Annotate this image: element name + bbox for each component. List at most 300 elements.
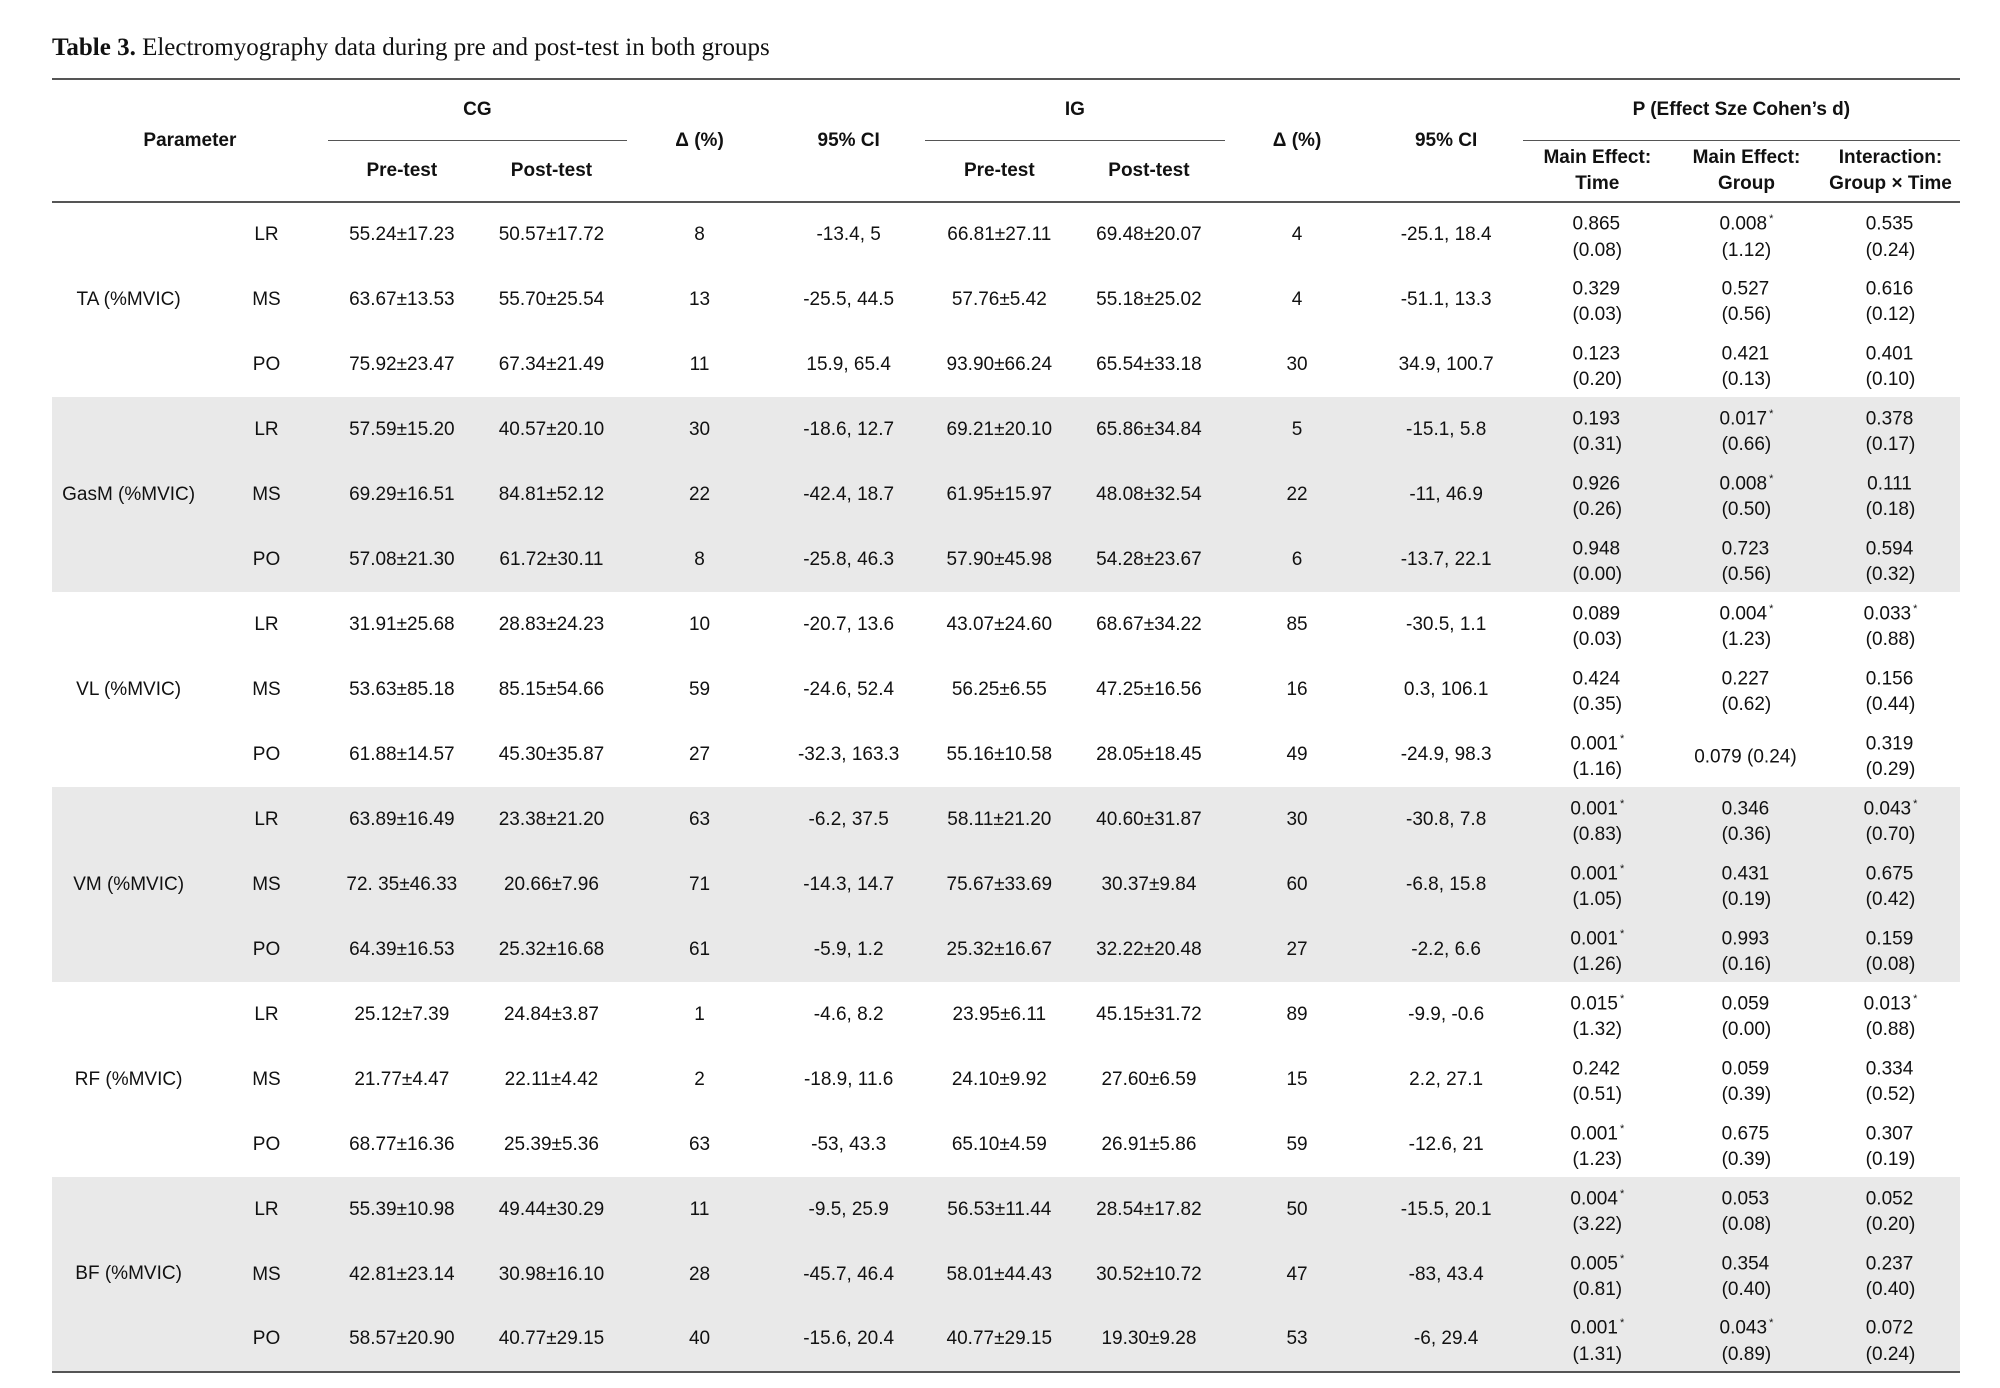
p-value-number: 0.329 — [1572, 278, 1621, 300]
p-group-cell — [1672, 1307, 1821, 1372]
p-time-cell — [1523, 332, 1672, 397]
p-value — [1525, 661, 1670, 692]
cg-delta-cell: 22 — [627, 462, 772, 527]
p-value — [1674, 739, 1819, 770]
p-value-number: 0.156 — [1865, 668, 1914, 690]
effect-size: (0.26) — [1572, 499, 1623, 521]
p-value-number: 0.378 — [1865, 408, 1914, 430]
cg-delta-cell: 28 — [627, 1242, 772, 1307]
p-value-number: 0.431 — [1721, 863, 1770, 885]
cg-delta-cell: 8 — [694, 224, 705, 245]
table-row — [52, 917, 1960, 982]
p-value — [1674, 401, 1819, 432]
table-row — [52, 982, 1960, 1047]
p-interaction-cell — [1821, 267, 1960, 332]
ig-delta-cell: 47 — [1225, 1242, 1370, 1307]
cg-ci-cell: -14.3, 14.7 — [772, 852, 925, 917]
effect-size: (0.10) — [1865, 369, 1916, 391]
ig-pre-cell: 40.77±29.15 — [925, 1307, 1073, 1372]
cg-post-cell: 28.83±24.23 — [498, 613, 605, 635]
effect-size: (0.88) — [1865, 1019, 1916, 1041]
cg-delta-cell: 71 — [627, 852, 772, 917]
header-cg-ci: 95% CI — [817, 129, 880, 151]
p-time-cell — [1523, 1047, 1672, 1112]
ig-post-cell: 68.67±34.22 — [1096, 613, 1202, 635]
effect-size: (0.08) — [1865, 954, 1916, 976]
effect-size: (0.52) — [1865, 1084, 1916, 1106]
ig-delta-cell: 27 — [1225, 917, 1370, 982]
emg-data-table — [52, 78, 1960, 1373]
cg-ci-cell: -32.3, 163.3 — [797, 743, 900, 765]
ig-delta-cell: 6 — [1225, 527, 1370, 592]
effect-size: (0.08) — [1721, 1214, 1772, 1236]
header-ig-post: Post-test — [1108, 160, 1190, 181]
p-value-number: 0.527 — [1721, 278, 1770, 300]
header-ig-pre: Pre-test — [963, 160, 1035, 181]
cg-pre-cell: 72. 35±46.33 — [328, 852, 476, 917]
table-row — [52, 462, 1960, 527]
header-main-effect-time-line2: Time — [1575, 173, 1620, 194]
cg-delta-cell: 59 — [688, 678, 711, 700]
ig-post-cell: 54.28±23.67 — [1073, 527, 1224, 592]
table-caption-text: Electromyography data during pre and post-test in both groups — [135, 34, 770, 61]
table-row — [52, 1047, 1960, 1112]
effect-size: (0.03) — [1572, 629, 1623, 651]
effect-size: (1.26) — [1572, 954, 1623, 976]
p-interaction-cell — [1821, 1047, 1960, 1112]
p-group-cell — [1672, 787, 1821, 852]
cg-post-cell: 25.32±16.68 — [476, 917, 627, 982]
p-value — [1525, 921, 1670, 952]
cg-pre-cell: 63.89±16.49 — [328, 787, 476, 852]
effect-size: (0.17) — [1865, 434, 1916, 456]
significance-marker: * — [1619, 1122, 1625, 1135]
p-interaction-cell — [1821, 787, 1960, 852]
p-value-number: 0.008 — [1719, 213, 1768, 235]
p-value — [1674, 1310, 1819, 1341]
p-time-cell — [1523, 1242, 1672, 1307]
p-value — [1674, 531, 1819, 562]
parameter-name: RF (%MVIC) — [74, 1068, 183, 1090]
p-value — [1525, 336, 1670, 367]
header-cg-pre: Pre-test — [366, 160, 438, 181]
ig-delta-cell: 59 — [1286, 1133, 1308, 1155]
ig-ci-cell: 0.3, 106.1 — [1403, 678, 1489, 700]
header-interaction — [1821, 141, 1960, 203]
p-interaction-cell — [1821, 592, 1960, 657]
p-time-cell — [1523, 917, 1672, 982]
effect-size: (0.88) — [1865, 629, 1916, 651]
table-caption-label: Table 3. — [52, 34, 136, 61]
effect-size: (0.39) — [1721, 1149, 1772, 1171]
p-group-cell — [1672, 1177, 1821, 1242]
p-value — [1674, 1246, 1819, 1277]
p-value — [1674, 986, 1819, 1017]
ig-post-cell: 28.54±17.82 — [1073, 1177, 1224, 1242]
header-cg-post: Post-test — [510, 160, 593, 181]
p-time-cell — [1523, 852, 1672, 917]
p-value-number: 0.594 — [1865, 538, 1914, 560]
effect-size: (0.56) — [1721, 564, 1772, 586]
p-group-cell — [1672, 462, 1821, 527]
p-value-number: 0.001 — [1570, 1317, 1618, 1339]
phase-cell: LR — [205, 1177, 328, 1242]
ig-pre-cell: 66.81±27.11 — [947, 224, 1052, 245]
p-value — [1525, 271, 1670, 302]
p-value-number: 0.424 — [1572, 668, 1621, 690]
ig-post-cell: 27.60±6.59 — [1101, 1068, 1197, 1090]
ig-delta-cell: 50 — [1225, 1177, 1370, 1242]
p-value — [1823, 1181, 1958, 1212]
header-cg-delta: Δ (%) — [675, 129, 724, 151]
p-value — [1525, 1181, 1670, 1212]
p-interaction-cell — [1821, 332, 1960, 397]
p-group-cell — [1672, 722, 1821, 787]
p-value-number: 0.079 (0.24) — [1694, 746, 1797, 768]
effect-size: (0.19) — [1865, 1149, 1916, 1171]
p-value — [1525, 466, 1670, 497]
ig-delta-cell: 53 — [1225, 1307, 1370, 1372]
cg-delta-cell: 11 — [689, 353, 710, 375]
phase-cell: PO — [252, 743, 281, 765]
ig-pre-cell: 69.21±20.10 — [925, 397, 1073, 462]
phase-cell: PO — [205, 527, 328, 592]
ig-delta-cell: 4 — [1291, 288, 1303, 310]
p-value-number: 0.001 — [1570, 928, 1618, 950]
table-row — [52, 1177, 1960, 1242]
cg-pre-cell: 53.63±85.18 — [349, 678, 455, 700]
effect-size: (0.66) — [1721, 434, 1772, 456]
p-interaction-cell — [1821, 917, 1960, 982]
effect-size: (0.35) — [1572, 694, 1623, 716]
ig-pre-cell: 65.10±4.59 — [951, 1133, 1047, 1155]
cg-pre-cell: 31.91±25.68 — [349, 613, 455, 635]
ig-ci-cell: -6, 29.4 — [1370, 1307, 1523, 1372]
ig-ci-cell: -13.7, 22.1 — [1370, 527, 1523, 592]
phase-cell: LR — [205, 397, 328, 462]
effect-size: (0.31) — [1572, 434, 1623, 456]
cg-post-cell: 25.39±5.36 — [503, 1133, 599, 1155]
p-value — [1674, 206, 1819, 237]
effect-size: (0.81) — [1572, 1279, 1623, 1301]
effect-size: (1.32) — [1572, 1019, 1623, 1041]
effect-size: (0.08) — [1572, 239, 1623, 261]
ig-post-cell: 28.05±18.45 — [1096, 743, 1202, 765]
effect-size: (0.83) — [1572, 824, 1623, 846]
effect-size: (0.00) — [1721, 1019, 1772, 1041]
p-value-number: 0.319 — [1865, 733, 1914, 755]
p-interaction-cell — [1821, 397, 1960, 462]
p-value-number: 0.401 — [1865, 343, 1914, 365]
p-value-number: 0.004 — [1570, 1188, 1618, 1210]
ig-delta-cell: 49 — [1286, 743, 1308, 765]
parameter-name: TA (%MVIC) — [76, 289, 181, 310]
effect-size: (0.20) — [1865, 1214, 1916, 1236]
ig-ci-cell: -12.6, 21 — [1408, 1133, 1484, 1155]
table-body — [52, 202, 1960, 1372]
p-value — [1823, 986, 1958, 1017]
ig-pre-cell: 25.32±16.67 — [925, 917, 1073, 982]
phase-cell: MS — [252, 1068, 281, 1090]
ig-delta-cell: 30 — [1225, 787, 1370, 852]
header-interaction-line1: Interaction: — [1838, 147, 1943, 168]
cg-delta-cell: 1 — [694, 1003, 705, 1025]
p-group-cell — [1672, 527, 1821, 592]
cg-ci-cell: -25.8, 46.3 — [772, 527, 925, 592]
ig-ci-cell: -25.1, 18.4 — [1400, 224, 1492, 245]
p-value-number: 0.052 — [1865, 1188, 1914, 1210]
effect-size: (0.40) — [1721, 1279, 1772, 1301]
p-value — [1674, 466, 1819, 497]
cg-ci-cell: -6.2, 37.5 — [772, 787, 925, 852]
cg-pre-cell: 55.24±17.23 — [349, 224, 455, 245]
ig-ci-cell: -83, 43.4 — [1370, 1242, 1523, 1307]
ig-post-cell: 45.15±31.72 — [1096, 1003, 1202, 1025]
ig-ci-cell: -6.8, 15.8 — [1370, 852, 1523, 917]
p-group-cell — [1672, 917, 1821, 982]
ig-delta-cell: 22 — [1225, 462, 1370, 527]
ig-delta-cell: 4 — [1291, 224, 1303, 245]
table-header — [52, 79, 1960, 202]
cg-ci-cell: -45.7, 46.4 — [772, 1242, 925, 1307]
p-value — [1823, 726, 1958, 757]
ig-pre-cell: 61.95±15.97 — [925, 462, 1073, 527]
ig-post-cell: 30.37±9.84 — [1073, 852, 1224, 917]
table-row — [52, 592, 1960, 657]
significance-marker: * — [1619, 992, 1625, 1005]
significance-marker: * — [1913, 992, 1918, 1005]
p-value-number: 0.993 — [1721, 928, 1770, 950]
ig-pre-cell: 57.90±45.98 — [925, 527, 1073, 592]
p-group-cell — [1672, 852, 1821, 917]
cg-pre-cell: 58.57±20.90 — [328, 1307, 476, 1372]
effect-size: (0.29) — [1865, 759, 1916, 781]
cg-post-cell: 24.84±3.87 — [503, 1003, 599, 1025]
effect-size: (0.56) — [1721, 304, 1772, 326]
p-value-number: 0.421 — [1721, 343, 1770, 365]
p-value-number: 0.013 — [1863, 993, 1912, 1015]
p-value — [1525, 856, 1670, 887]
p-value-number: 0.001 — [1570, 798, 1618, 820]
cg-pre-cell: 64.39±16.53 — [328, 917, 476, 982]
ig-post-cell: 40.60±31.87 — [1073, 787, 1224, 852]
p-group-cell — [1672, 397, 1821, 462]
p-interaction-cell — [1821, 202, 1960, 267]
p-value-number: 0.053 — [1721, 1188, 1770, 1210]
p-value-number: 0.616 — [1865, 278, 1914, 300]
effect-size: (0.12) — [1865, 304, 1916, 326]
significance-marker: * — [1913, 797, 1918, 810]
ig-delta-cell: 16 — [1286, 678, 1308, 700]
cg-post-cell: 40.77±29.15 — [476, 1307, 627, 1372]
p-value — [1525, 791, 1670, 822]
effect-size: (0.00) — [1572, 564, 1623, 586]
p-group-cell — [1672, 1242, 1821, 1307]
cg-delta-cell: 10 — [688, 613, 711, 635]
p-value-number: 0.346 — [1721, 798, 1770, 820]
cg-ci-cell: -13.4, 5 — [816, 224, 881, 245]
significance-marker: * — [1769, 407, 1774, 420]
table-row — [52, 1307, 1960, 1372]
p-value-number: 0.089 — [1572, 603, 1621, 625]
effect-size: (0.40) — [1865, 1279, 1916, 1301]
effect-size: (0.20) — [1572, 369, 1623, 391]
p-group-cell — [1672, 267, 1821, 332]
p-time-cell — [1523, 1112, 1672, 1177]
ig-ci-cell: -2.2, 6.6 — [1370, 917, 1523, 982]
table-row — [52, 657, 1960, 722]
cg-post-cell: 22.11±4.42 — [504, 1068, 599, 1090]
effect-size: (0.70) — [1865, 824, 1916, 846]
p-value — [1674, 1051, 1819, 1082]
p-value-number: 0.072 — [1865, 1317, 1914, 1339]
cg-post-cell: 50.57±17.72 — [498, 224, 605, 245]
header-parameter: Parameter — [143, 129, 237, 151]
p-time-cell — [1523, 267, 1672, 332]
ig-post-cell: 32.22±20.48 — [1073, 917, 1224, 982]
p-time-cell — [1523, 1307, 1672, 1372]
p-time-cell — [1523, 1177, 1672, 1242]
ig-pre-cell: 55.16±10.58 — [946, 743, 1053, 765]
cg-ci-cell: -25.5, 44.5 — [803, 288, 895, 310]
p-value — [1823, 271, 1958, 302]
cg-ci-cell: -15.6, 20.4 — [772, 1307, 925, 1372]
effect-size: (0.24) — [1865, 239, 1916, 261]
ig-post-cell: 65.54±33.18 — [1096, 353, 1202, 375]
cg-post-cell: 84.81±52.12 — [476, 462, 627, 527]
significance-marker: * — [1913, 602, 1918, 615]
effect-size: (0.44) — [1865, 694, 1916, 716]
p-group-cell — [1672, 657, 1821, 722]
effect-size: (1.23) — [1721, 629, 1772, 651]
p-value — [1525, 1246, 1670, 1277]
ig-ci-cell: -15.1, 5.8 — [1370, 397, 1523, 462]
significance-marker: * — [1619, 1187, 1625, 1200]
phase-cell: LR — [205, 787, 328, 852]
p-interaction-cell — [1821, 1177, 1960, 1242]
cg-delta-cell: 27 — [688, 743, 711, 765]
p-interaction-cell — [1821, 1307, 1960, 1372]
p-value — [1823, 206, 1958, 237]
p-value — [1674, 661, 1819, 692]
table-row — [52, 852, 1960, 917]
p-value-number: 0.001 — [1570, 863, 1618, 885]
ig-pre-cell: 23.95±6.11 — [952, 1003, 1047, 1025]
effect-size: (0.51) — [1572, 1084, 1623, 1106]
header-main-effect-group-line1: Main Effect: — [1692, 147, 1801, 168]
effect-size: (1.31) — [1572, 1343, 1623, 1365]
table-row — [52, 202, 1960, 267]
p-time-cell — [1523, 462, 1672, 527]
effect-size: (0.13) — [1721, 369, 1772, 391]
cg-pre-cell: 75.92±23.47 — [349, 353, 455, 375]
ig-delta-cell: 30 — [1286, 353, 1308, 375]
p-value-number: 0.159 — [1865, 928, 1914, 950]
significance-marker: * — [1619, 1317, 1625, 1330]
p-value — [1525, 726, 1670, 757]
cg-ci-cell: -24.6, 52.4 — [803, 678, 895, 700]
header-interaction-line2: Group × Time — [1829, 173, 1952, 194]
effect-size: (1.05) — [1572, 889, 1623, 911]
significance-marker: * — [1769, 213, 1774, 226]
p-value-number: 0.111 — [1867, 473, 1912, 495]
cg-ci-cell: -9.5, 25.9 — [772, 1177, 925, 1242]
phase-cell: PO — [205, 917, 328, 982]
p-interaction-cell — [1821, 1242, 1960, 1307]
significance-marker: * — [1769, 602, 1774, 615]
p-value-number: 0.059 — [1721, 993, 1770, 1015]
p-value — [1525, 986, 1670, 1017]
significance-marker: * — [1619, 797, 1625, 810]
p-value — [1525, 531, 1670, 562]
table-row — [52, 397, 1960, 462]
p-value — [1674, 791, 1819, 822]
ig-delta-cell: 85 — [1286, 613, 1308, 635]
significance-marker: * — [1619, 927, 1625, 940]
table-row — [52, 1242, 1960, 1307]
p-value-number: 0.307 — [1865, 1123, 1914, 1145]
cg-pre-cell: 69.29±16.51 — [328, 462, 476, 527]
significance-marker: * — [1769, 1317, 1774, 1330]
p-interaction-cell — [1821, 657, 1960, 722]
p-interaction-cell — [1821, 722, 1960, 787]
p-value-number: 0.723 — [1721, 538, 1770, 560]
effect-size: (0.50) — [1721, 499, 1772, 521]
effect-size: (0.42) — [1865, 889, 1916, 911]
cg-delta-cell: 30 — [627, 397, 772, 462]
cg-post-cell: 85.15±54.66 — [498, 678, 605, 700]
cg-post-cell: 67.34±21.49 — [498, 353, 605, 375]
ig-post-cell: 65.86±34.84 — [1073, 397, 1224, 462]
p-value-number: 0.004 — [1719, 603, 1768, 625]
cg-ci-cell: -42.4, 18.7 — [772, 462, 925, 527]
effect-size: (1.16) — [1572, 759, 1623, 781]
effect-size: (0.39) — [1721, 1084, 1772, 1106]
p-interaction-cell — [1821, 1112, 1960, 1177]
p-value-number: 0.043 — [1719, 1317, 1768, 1339]
table-row — [52, 267, 1960, 332]
p-value-number: 0.926 — [1572, 473, 1621, 495]
cg-delta-cell: 63 — [688, 1133, 711, 1155]
phase-cell: MS — [205, 1242, 328, 1307]
significance-marker: * — [1769, 472, 1774, 485]
p-value-number: 0.001 — [1570, 1123, 1618, 1145]
ig-ci-cell: 2.2, 27.1 — [1409, 1068, 1484, 1090]
parameter-name: VM (%MVIC) — [52, 787, 205, 982]
cg-pre-cell: 55.39±10.98 — [328, 1177, 476, 1242]
p-time-cell — [1523, 657, 1672, 722]
p-value-number: 0.001 — [1570, 733, 1618, 755]
cg-post-cell: 61.72±30.11 — [476, 527, 627, 592]
phase-cell: LR — [254, 1003, 279, 1025]
p-interaction-cell — [1821, 852, 1960, 917]
parameter-name: BF (%MVIC) — [52, 1177, 205, 1372]
p-value-number: 0.865 — [1572, 213, 1621, 235]
ig-post-cell: 69.48±20.07 — [1096, 224, 1202, 245]
header-ig: IG — [925, 79, 1224, 141]
effect-size: (0.36) — [1721, 824, 1772, 846]
header-ig-delta: Δ (%) — [1272, 129, 1322, 151]
p-group-cell — [1672, 202, 1821, 267]
ig-ci-cell: -9.9, -0.6 — [1408, 1003, 1485, 1025]
cg-pre-cell: 57.08±21.30 — [328, 527, 476, 592]
header-main-effect-time-line1: Main Effect: — [1543, 147, 1652, 168]
p-value-number: 0.043 — [1863, 798, 1912, 820]
p-value — [1674, 596, 1819, 627]
phase-cell: PO — [205, 1307, 328, 1372]
p-value — [1823, 466, 1958, 497]
p-value-number: 0.675 — [1721, 1123, 1770, 1145]
